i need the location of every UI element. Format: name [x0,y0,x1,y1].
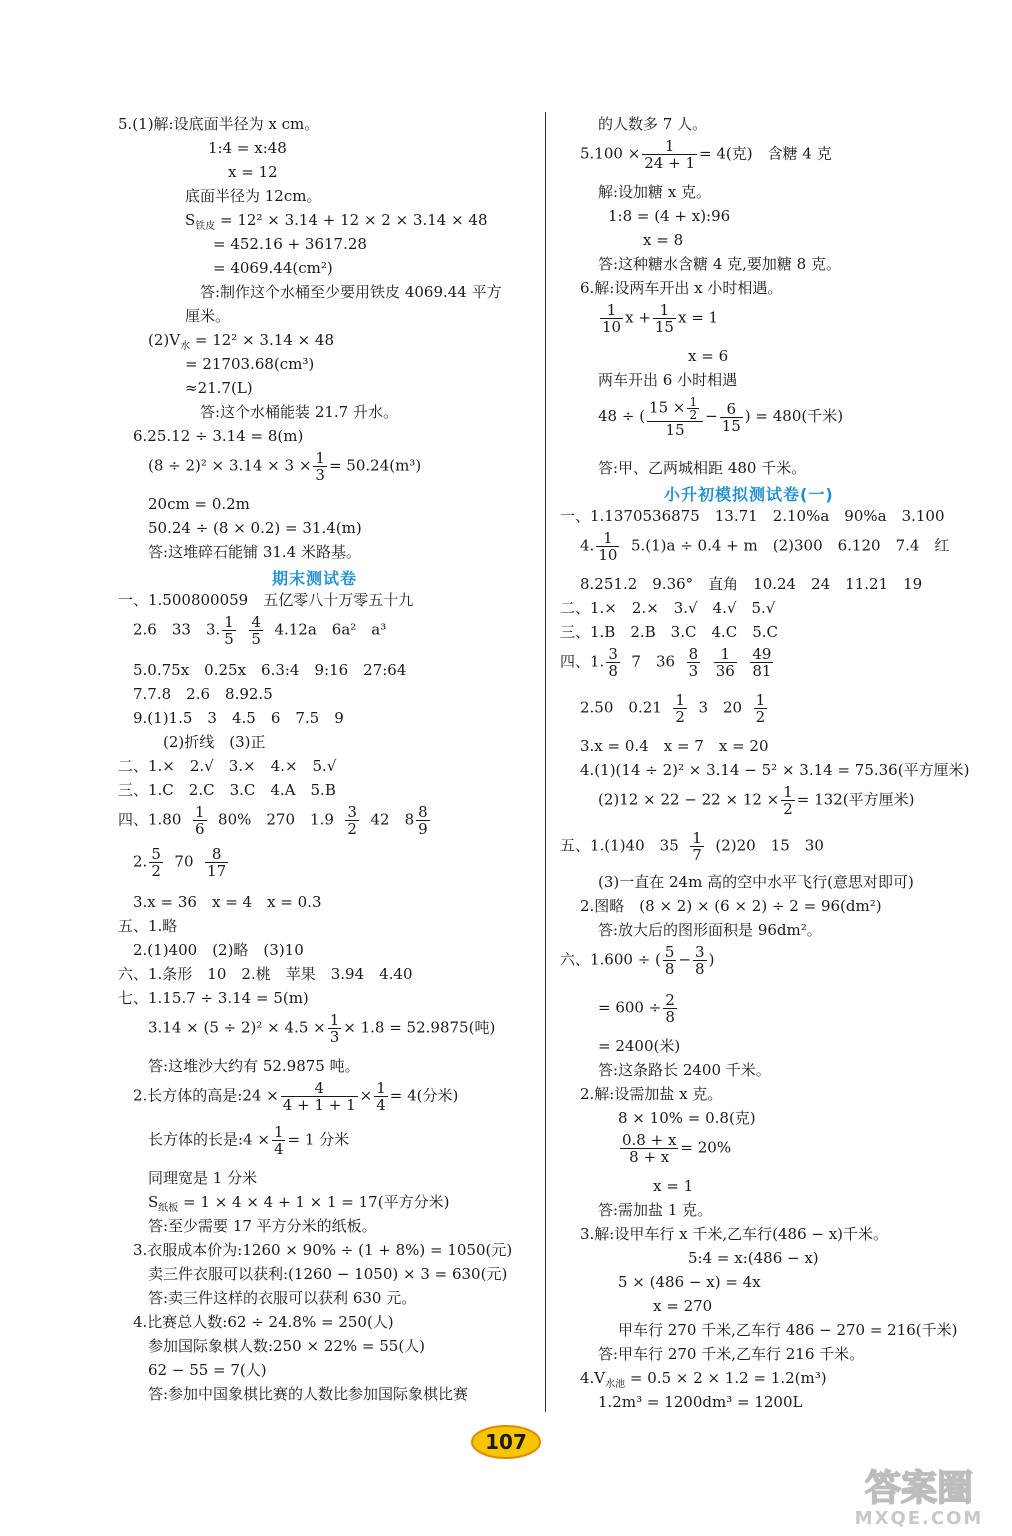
mock-q6-a: 6.解:设两车开出 x 小时相遇。 [580,279,783,297]
mock-6-1c: = 600 ÷ $\frac{2}{8}$ [598,991,675,1026]
final-4-2: 2. $\frac{5}{2}$ 70 $\frac{8}{17}$ [133,845,227,880]
page-number-badge [470,1424,542,1460]
mock-q6-eq: $\frac{1}{10}$ x + $\frac{1}{15}$ x = 1 [602,301,719,336]
mock-6-3c: 5 × (486 − x) = 4x [618,1273,761,1291]
final-7-2d: 同理宽是 1 分米 [148,1169,258,1187]
q5-1-answer-b: 厘米。 [185,307,231,325]
q5-1-answer-a: 答:制作这个水桶至少要用铁皮 4069.44 平方 [200,283,502,301]
final-7-4-answer: 答:参加中国象棋比赛的人数比参加国际象棋比赛 [148,1385,469,1403]
q5-1-area-line2: = 452.16 + 3617.28 [213,235,367,253]
mock-q6-answer: 答:甲、乙两城相距 480 千米。 [598,459,807,477]
continued-answer: 的人数多 7 人。 [598,115,708,133]
final-7-1: 七、1.15.7 ÷ 3.14 = 5(m) [118,989,309,1007]
mock-5-1c: (3)一直在 24m 高的空中水平飞行(意思对即可) [598,873,914,891]
q5-2-volume: $(2)V_水 = 12^2 \times 3.14 \times 48$ [148,331,334,352]
final-7-3b: 卖三件衣服可以获利:(1260 − 1050) × 3 = 630(元) [148,1265,508,1283]
mock-4-4a: 4.(1)(14 ÷ 2)² × 3.14 − 5² × 3.14 = 75.36(平方厘米) [580,761,970,779]
mock-6-1d: = 2400(米) [598,1037,681,1055]
final-1-2: 2.6 33 3. $\frac{1}{5}$ $\frac{4}{5}$ 4.12a 6a² a³ [133,613,387,648]
final-1-5: 5.0.75x 0.25x 6.3:4 9:16 27:64 [133,661,407,679]
mock-5-2-answer: 答:放大后的图形面积是 96dm²。 [598,921,822,939]
final-1-9b: (2)折线 (3)正 [163,733,266,751]
final-7-4a: 4.比赛总人数:62 ÷ 24.8% = 250(人) [133,1313,394,1331]
final-7-2e: $S_{纸板} = 1 \times 4 \times 4 + 1 \times 1 = 17$(平方分米) [148,1193,450,1214]
final-4-1: 四、1.80 $\frac{1}{6}$ 80% 270 1.9 $\frac{3}{2}$ 42 8 $\frac{8}{9}$ [118,803,428,838]
final-5-2: 2.(1)400 (2)略 (3)10 [133,941,304,959]
final-3: 三、1.C 2.C 3.C 4.A 5.B [118,781,336,799]
final-7-3-answer: 答:卖三件这样的衣服可以获利 630 元。 [148,1289,417,1307]
final-6: 六、1.条形 10 2.桃 苹果 3.94 4.40 [118,965,413,983]
mock-5-1: 五、1.(1)40 35 $\frac{1}{7}$ (2)20 15 30 [560,829,824,864]
final-7-1b: 3.14 × (5 ÷ 2)² × 4.5 × $\frac{1}{3}$ × 1.8 = 52.9875(吨) [148,1011,496,1046]
q6-eq3: 50.24 ÷ (8 × 0.2) = 31.4(m) [148,519,362,537]
section-heading-mock: 小升初模拟测试卷(一) [664,485,834,504]
section-heading-final: 期末测试卷 [272,569,358,588]
mock-6-1: 六、1.600 ÷ ( $\frac{5}{8}$ − $\frac{3}{8}$ ) [560,943,715,978]
final-7-2c: 长方体的长是:4 × $\frac{1}{4}$ = 1 分米 [148,1123,350,1158]
mock-4-3: 3.x = 0.4 x = 7 x = 20 [580,737,769,755]
mock-4-1: 四、1. $\frac{3}{8}$ 7 36 $\frac{8}{3}$ $\frac{1}{36}$ $\frac{49}{81}$ [560,645,772,680]
mock-3: 三、1.B 2.B 3.C 4.C 5.C [560,623,779,641]
mock-6-3d: x = 270 [653,1297,713,1315]
q6-eq2: 20cm = 0.2m [148,495,250,513]
mock-6-2-answer: 答:需加盐 1 克。 [598,1201,713,1219]
q5-1-area-line1: $S_{铁皮} = 12^2 \times 3.14 + 12 \times 2 \times 3.14 \times 48$ [185,211,488,232]
mock-6-3b: 5:4 = x:(486 − x) [688,1249,819,1267]
watermark-logo [834,1460,1004,1530]
mock-1-4: 4. $\frac{1}{10}$ 5.(1)a ÷ 0.4 + m (2)300 6.120 7.4 红 [580,529,950,564]
final-7-4c: 62 − 55 = 7(人) [148,1361,267,1379]
mock-6-2b: 8 × 10% = 0.8(克) [618,1109,756,1127]
q5-1-eq2: x = 12 [228,163,278,181]
final-7-3a: 3.衣服成本价为:1260 × 90% ÷ (1 + 8%) = 1050(元) [133,1241,513,1259]
mock-5-2: 2.图略 (8 × 2) × (6 × 2) ÷ 2 = 96(dm²) [580,897,882,915]
q5-1-head: 5.(1)解:设底面半径为 x cm。 [118,115,320,133]
mock-q6-c: x = 6 [688,347,729,365]
mock-6-2d: x = 1 [653,1177,694,1195]
watermark-bottom-text: MXQE.COM [854,1508,984,1529]
final-7-1-answer: 答:这堆沙大约有 52.9875 吨。 [148,1057,360,1075]
mock-q5: 5.100 × $\frac{1}{24 + 1}$ = 4(克) 含糖 4 克 [580,137,832,172]
mock-6-2c: $\frac{0.8 + x}{8 + x}$ = 20% [622,1131,732,1166]
mock-2: 二、1.× 2.× 3.√ 4.√ 5.√ [560,599,776,617]
mock-6-2a: 2.解:设需加盐 x 克。 [580,1085,723,1103]
q6-head: 6.25.12 ÷ 3.14 = 8(m) [133,427,304,445]
q6-eq1: (8 ÷ 2)² × 3.14 × 3 × $\frac{1}{3}$ = 50.24(m³) [148,449,422,484]
q5-1-eq1: 1:4 = x:48 [208,139,287,157]
final-1-1: 一、1.500800059 五亿零八十万零五十九 [118,591,414,609]
mock-q5-answer: 答:这种糖水含糖 4 克,要加糖 8 克。 [598,255,841,273]
q5-2-eq3: ≈21.7(L) [185,379,253,397]
final-7-2: 2.长方体的高是:24 × $\frac{4}{4 + 1 + 1}$ × $\frac{1}{4}$ = 4(分米) [133,1079,459,1114]
final-5-1: 五、1.略 [118,917,178,935]
q6-answer: 答:这堆碎石能铺 31.4 米路基。 [148,543,361,561]
final-7-2-answer: 答:至少需要 17 平方分米的纸板。 [148,1217,377,1235]
column-divider [545,112,546,1412]
mock-6-3a: 3.解:设甲车行 x 千米,乙车行(486 − x)千米。 [580,1225,889,1243]
mock-1-1: 一、1.1370536875 13.71 2.10%a 90%a 3.100 [560,507,945,525]
mock-6-4: $4.V_{水池} = 0.5 \times 2 \times 1.2 = 1.2(m^3)$ [580,1369,827,1390]
final-2: 二、1.× 2.√ 3.× 4.× 5.√ [118,757,337,775]
watermark-top-text: 答案圈 [864,1468,974,1509]
q5-2-eq2: = 21703.68(cm³) [185,355,315,373]
q5-1-area-line3: = 4069.44(cm²) [213,259,333,277]
mock-q5-e: x = 8 [643,231,684,249]
final-7-4b: 参加国际象棋人数:250 × 22% = 55(人) [148,1337,426,1355]
mock-4-4b: (2)12 × 22 − 22 × 12 × $\frac{1}{2}$ = 132(平方厘米) [598,783,915,818]
mock-q6-e: 48 ÷ ( 15 × $\frac{1}{2}$ 15 − $\frac{6}{15}$ ) = 480(千米) [598,395,844,439]
mock-q5-d: 1:8 = (4 + x):96 [608,207,731,225]
mock-1-8: 8.251.2 9.36° 直角 10.24 24 11.21 19 [580,575,923,593]
mock-4-2: 2.50 0.21 $\frac{1}{2}$ 3 20 $\frac{1}{2}$ [580,691,766,726]
page-number: 107 [485,1430,527,1454]
q5-2-answer: 答:这个水桶能装 21.7 升水。 [200,403,398,421]
mock-6-3e: 甲车行 270 千米,乙车行 486 − 270 = 216(千米) [618,1321,958,1339]
mock-6-4b: 1.2m³ = 1200dm³ = 1200L [598,1393,803,1411]
mock-6-3-answer: 答:甲车行 270 千米,乙车行 216 千米。 [598,1345,865,1363]
final-1-7: 7.7.8 2.6 8.92.5 [133,685,273,703]
mock-q5-c: 解:设加糖 x 克。 [598,183,712,201]
mock-6-1-answer: 答:这条路长 2400 千米。 [598,1061,771,1079]
mock-q6-d: 两车开出 6 小时相遇 [598,371,738,389]
final-1-9: 9.(1)1.5 3 4.5 6 7.5 9 [133,709,344,727]
final-4-3: 3.x = 36 x = 4 x = 0.3 [133,893,322,911]
q5-1-radius: 底面半径为 12cm。 [185,187,322,205]
